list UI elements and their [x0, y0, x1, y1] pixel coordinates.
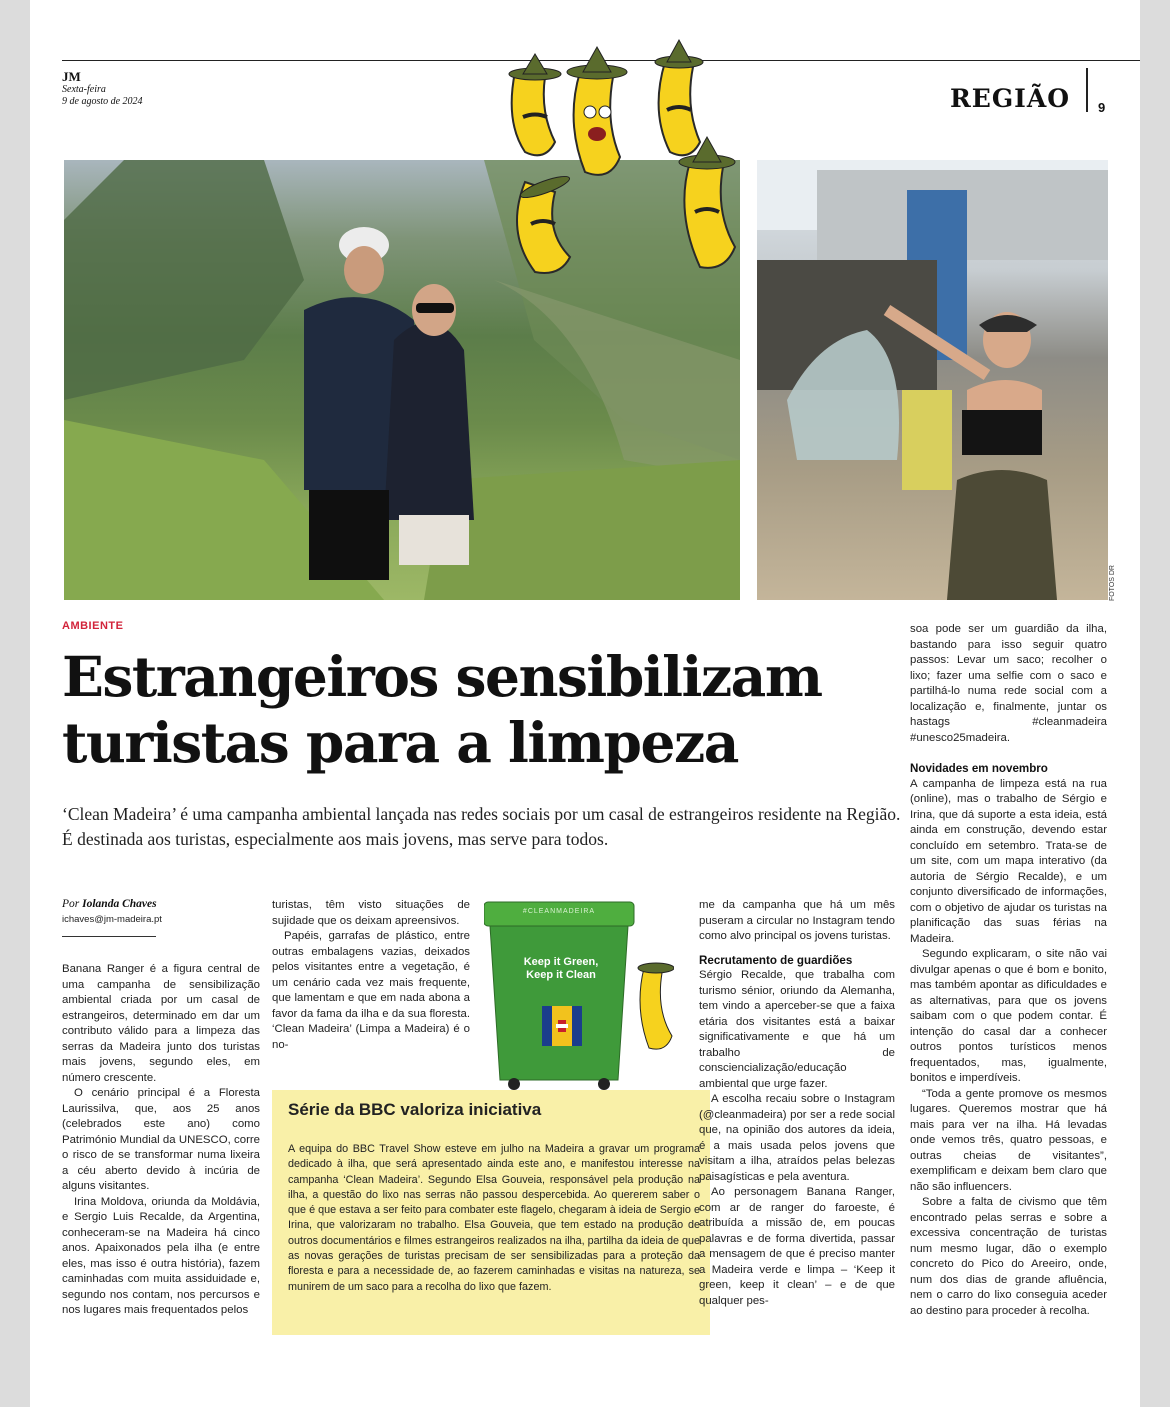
- bin-slogan-line-2: Keep it Clean: [526, 969, 596, 981]
- paragraph: O cenário principal é a Floresta Laurissilva, que, aos 25 anos (celebrados este ano) como Património Mundial da UNESCO, corre o risco de se transformar numa lixeira a céu aberto devido à incúria de alguns visitantes.: [62, 1087, 260, 1192]
- section-title: REGIÃO: [950, 84, 1071, 113]
- bin-hashtag: #CLEANMADEIRA: [522, 908, 596, 915]
- bin-slogan-line-1: Keep it Green,: [523, 956, 599, 968]
- article-column-4: [910, 622, 1107, 1319]
- paragraph: A campanha de limpeza está na rua (online), mas o trabalho de Sérgio e Irina, que dá suporte a esta ideia, está ainda em construção, devendo estar concluído em setembro. Trata-se de um site, com um mapa interativo (da autoria de Sérgio Recalde), e um conjunto diversificado de informações, com o objetivo de ajudar os turistas na planificação das suas férias na Madeira.: [910, 777, 1107, 945]
- publication-day: Sexta-feira: [62, 84, 106, 95]
- subheading-recrutamento: Recrutamento de guardiões: [699, 953, 853, 967]
- article-column-3: [699, 898, 895, 1309]
- paragraph: Segundo explicaram, o site não vai divulgar apenas o que é bom e bonito, mas também apontar as dificuldades e as alternativas, para que os jovens saibam com o que podem contar. É intenção do casal dar a conhecer outros pontos turísticos menos frequentados, mas, igualmente, bonitos e imperdíveis.: [910, 948, 1107, 1084]
- paragraph: Irina Moldova, oriunda da Moldávia, e Sergio Luis Recalde, da Argentina, conheceram-se na Madeira há cinco anos. Apaixonados pela ilha (e entre eles, mas isso é outra história), fazem caminhadas com muita assiduidade e, segundo nos contam, nos percursos e nos lugares mais frequentados pelos: [62, 1195, 260, 1316]
- headline-line-1: Estrangeiros sensibilizam: [62, 644, 822, 709]
- headline-line-2: turistas para a limpeza: [62, 710, 738, 775]
- page-number: 9: [1098, 100, 1106, 115]
- byline-rule: [62, 936, 156, 937]
- paragraph: soa pode ser um guardião da ilha, bastando para isso seguir quatro passos: Levar um saco; recolher o lixo; fazer uma selfie com o saco e partilhá-lo numa rede social com a localização e, finalmente, juntar os hastags #cleanmadeira #unesco25madeira.: [910, 623, 1107, 744]
- byline-prefix: Por: [62, 898, 83, 910]
- banana-ranger-cartoon: [445, 32, 765, 282]
- paragraph: Sobre a falta de civismo que têm encontrado pelas serras e sobre a excessiva concentração de turistas num mesmo lugar, dão o exemplo concreto do Pico do Areeiro, onde, num dos dias de grande afluência, nem o carro do lixo conseguia aceder ao destino para proceder à recolha.: [910, 1196, 1107, 1317]
- article-headline: [62, 644, 902, 776]
- bin-slogan: [506, 956, 616, 982]
- byline: [62, 898, 157, 910]
- paragraph: me da campanha que há um mês puseram a circular no Instagram tendo como alvo principal os jovens turistas.: [699, 899, 895, 942]
- author-name: Iolanda Chaves: [82, 898, 157, 910]
- trash-bag-photo: [757, 160, 1108, 600]
- masthead-pub-info: [62, 70, 143, 108]
- trash-bag-photo-illustration: [757, 160, 1108, 600]
- paragraph: A escolha recaiu sobre o Instagram (@cleanmadeira) por ser a rede social que, na opinião dos autores da ideia, é a mais usada pelos jovens que visitam a ilha, atraídos pelas belezas paisagísticas e pela aventura.: [699, 1093, 895, 1183]
- article-lead: ‘Clean Madeira’ é uma campanha ambiental lançada nas redes sociais por um casal de estrangeiros residente na Região. É destinada aos turistas, especialmente aos mais jovens, mas serve para todos.: [62, 804, 901, 849]
- newspaper-page: [30, 0, 1140, 1407]
- publication-name: JM: [62, 69, 81, 84]
- bbc-sidebar-box: [272, 1090, 710, 1335]
- photo-credit: FOTOS DR: [1109, 565, 1116, 602]
- section-divider: [1086, 68, 1088, 112]
- article-column-1: [62, 962, 260, 1319]
- paragraph: Banana Ranger é a figura central de uma campanha de sensibilização ambiental criada por um casal de estrangeiros, determinado em dar um contributo válido para a limpeza das serras da Madeira junto dos turistas mais jovens, segundo eles, em número crescente.: [62, 963, 260, 1084]
- author-email: ichaves@jm-madeira.pt: [62, 914, 162, 925]
- paragraph: Sérgio Recalde, que trabalha com turismo sénior, oriundo da Alemanha, tem vindo a aperceber-se que a faixa etária dos visitantes está a baixar significativamente e que há um trabalho de consciencialização/educação ambiental que urge fazer.: [699, 969, 895, 1090]
- sidebar-body: A equipa do BBC Travel Show esteve em julho na Madeira a gravar um programa dedicado à ilha, que será apresentado ainda este ano, e manifestou interesse na campanha ‘Clean Madeira’. Segundo Elsa Gouveia, responsável pela produção na ilha, a questão do lixo nas serras não passou despercebida. Ao quererem saber o que é que estava a ser feito para combater este flagelo, chegaram à ideia de Sergio e Irina, que valorizaram no trabalho. Elsa Gouveia, que tem estado na produção de outros documentários e filmes estrangeiros realizados na ilha, partilha da ideia de que as novas gerações de turistas precisam de ser sensibilizadas para a proteção da floresta e para a necessidade de, ao fazerem caminhadas e visitas na natureza, se munirem de um saco para a recolha do lixo que fazem.: [288, 1143, 700, 1293]
- clean-madeira-bin-illustration: [484, 898, 674, 1090]
- paragraph: Papéis, garrafas de plástico, entre outras embalagens vazias, deixados pelos visitantes entre a vegetação, é um cenário cada vez mais frequente, que lamentam e que em nada abona a favor da fama da ilha e da sua floresta. ‘Clean Madeira’ (Limpa a Madeira) é o no-: [272, 930, 470, 1051]
- sidebar-title: Série da BBC valoriza iniciativa: [288, 1100, 542, 1119]
- paragraph: turistas, têm visto situações de sujidade que os deixam apreensivos.: [272, 899, 470, 927]
- subheading-novidades: Novidades em novembro: [910, 762, 1048, 775]
- article-section-tag: AMBIENTE: [62, 620, 124, 632]
- paragraph: “Toda a gente promove os mesmos lugares. Queremos mostrar que há mais para ver na ilha. Há levadas onde vemos três, quatro pessoas, e outras cheias de visitantes”, exemplificam e deixam bem claro que não são influencers.: [910, 1087, 1107, 1193]
- publication-date: 9 de agosto de 2024: [62, 96, 143, 107]
- banana-ranger-icon: [445, 32, 765, 282]
- paragraph: Ao personagem Banana Ranger, com ar de ranger do faroeste, é atribuída a missão de, em poucas palavras e de forma divertida, passar a mensagem de que é preciso manter a Madeira verde e limpa – ‘Keep it green, keep it clean’ – e de que qualquer pes-: [699, 1186, 895, 1307]
- article-column-2: [272, 898, 470, 1053]
- trash-bin-icon: [484, 898, 674, 1090]
